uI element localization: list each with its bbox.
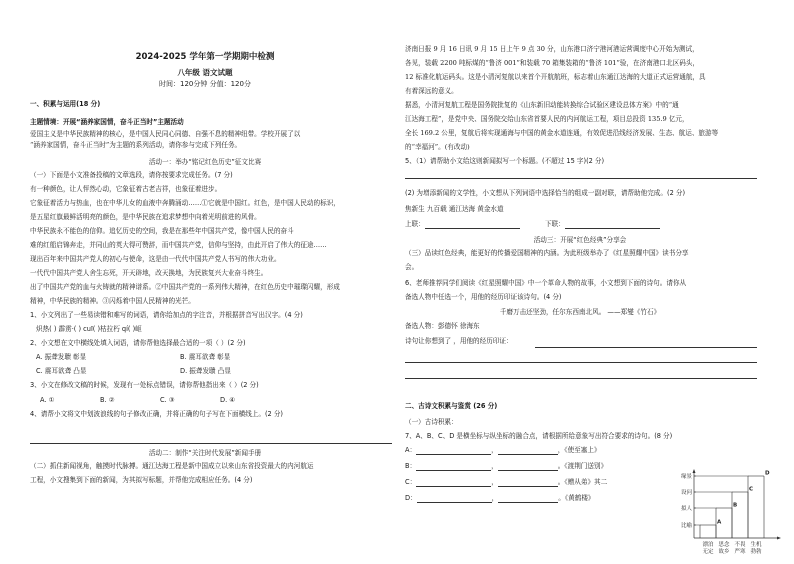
point-label-d: D <box>765 470 770 477</box>
answer-a-source: ，《使至塞上》 <box>557 446 601 454</box>
question-5-2: (2) 为增添新闻的文学性，小文想从下列词语中选择恰当的组成一副对联，请帮助他完成。(2 分) <box>405 189 686 197</box>
news-line: 济南日报 9 月 16 日讯 9 月 15 日上午 9 点 30 分，山东港口济宁港河港运营调度中心开始为测试， <box>405 45 699 53</box>
x-tick-label: 故乡 <box>718 549 730 555</box>
option-c: C. 震耳欲聋 凸显 <box>36 367 87 375</box>
news-line: 的“幸福河”。(有改动) <box>405 143 470 151</box>
x-tick-label: 漂泊 <box>702 542 714 548</box>
answer-line[interactable] <box>405 362 757 363</box>
x-tick-label: 生机 <box>750 542 762 548</box>
section-2-title: 二、古诗文积累与鉴赏 (26 分) <box>405 402 498 410</box>
exam-subtitle: 八年级 语文试题 <box>177 68 233 77</box>
answer-a: A： ， ，《使至塞上》 <box>405 446 601 454</box>
question-7: 7、A、B、C、D 是横坐标与纵坐标的融合点，请根据所给意象写出符合要求的诗句。(8 分) <box>405 432 673 440</box>
x-tick-label: 思念 <box>718 542 730 548</box>
answer-c-source: 。《赠从弟》其二 <box>557 478 608 486</box>
y-tick-label: 比喻 <box>680 523 692 529</box>
couplet-upper <box>405 220 520 229</box>
answer-d-source: 。《黄鹤楼》 <box>558 494 595 502</box>
candidate-people: 备选人物：彭德怀 徐海东 <box>405 322 480 330</box>
question-5-intro: 工程，小文搜集到下面的新闻，为其拟写标题，并帮他完成相应任务。(4 分) <box>30 476 253 484</box>
answer-line[interactable] <box>535 347 757 348</box>
activity-3-title: 活动三：开展“红色经典”分享会 <box>533 236 627 244</box>
answer-b: B： ， 。《渡荆门送别》 <box>405 462 608 470</box>
theme-text: 爱国主义是中华民族精神的核心，是中国人民同心同德、自强不息的精神纽带。学校开展了以 <box>30 130 301 138</box>
poem-quote: 千磨万击还坚劲，任尔东西南北风。 ——郑燮《竹石》 <box>499 308 661 316</box>
couplet-upper-blank[interactable] <box>425 221 520 229</box>
x-tick-label: 严寒 <box>734 549 746 555</box>
passage-line: 现出百年来中国共产党人的初心与使命，这是由一代代中国共产党人书写的伟大功业。 <box>30 255 281 263</box>
section-1-title: 一、积累与运用(18 分) <box>30 100 101 108</box>
guide-line <box>694 508 716 538</box>
y-axis-arrow <box>693 469 696 473</box>
point-label-a: A <box>717 519 722 526</box>
couplet-lower-label: 下联： <box>545 220 565 228</box>
option-c: C. ③ <box>160 396 175 404</box>
answer-a-blank-2[interactable] <box>498 447 558 455</box>
option-a: A. ① <box>40 396 55 404</box>
question-intro: （一）下面是小文准备投稿的文章选段，请你按要求完成任务。(7 分) <box>30 171 233 179</box>
news-line: 各见，装载 2200 吨标煤的“鲁济 001”和装载 70 箱集装箱的“鲁济 101”验，在济南港口北区码头， <box>405 59 699 67</box>
question-6: 6、老师推荐同学们阅读《红星照耀中国》中一个革命人物的故事，小文想到下面的诗句。请你从 <box>405 279 687 287</box>
question-1: 1、小文列出了一些易读错和难写的词语，请你给加点的字注音，并根据拼音写出汉字。(4 分) <box>30 311 303 319</box>
answer-a-blank-1[interactable] <box>416 447 491 455</box>
y-tick-label: 缘景 <box>680 474 692 480</box>
couplet-lower-blank[interactable] <box>565 221 660 229</box>
news-line: 全长 169.2 公里，复航后将实现通海与中国的黄金水道连通，有效促进沿线经济发展、生态、航运、旅游等 <box>405 129 719 137</box>
answer-b-blank-2[interactable] <box>498 463 558 471</box>
answer-d-label: D： <box>405 494 417 502</box>
passage-line: 是五星红旗最鲜活明亮的颜色，是中华民族在追求梦想中向着光明前进的风骨。 <box>30 213 261 221</box>
word-options: 焦新生 九百载 通江达海 黄金水道 <box>405 205 504 213</box>
question-6-intro: 会。 <box>405 263 419 271</box>
news-line: 有着深远的意义。 <box>405 87 458 95</box>
y-tick-label: 拟人 <box>680 506 692 512</box>
passage-line: 有一种颜色，让人怦然心动，它象征着古老吉祥，也象征着进步。 <box>30 185 222 193</box>
guide-line <box>694 525 700 538</box>
question-4: 4、请帮小文将文中划波浪线的句子修改正确，并将正确的句子写在下面横线上。(2 分) <box>30 410 284 418</box>
poem-prove-prompt: 诗句让你想到了 ，用他的经历印证： <box>405 337 513 345</box>
subsection-title: （一）古诗积累： <box>405 418 458 426</box>
activity-2-title: 活动二：制作“关注时代发展”新闻手册 <box>148 449 262 457</box>
question-6: 备选人物中任选一个，用他的经历印证该诗句。(4 分) <box>405 293 562 301</box>
couplet-upper-label: 上联： <box>405 220 425 228</box>
y-tick-label: 设问 <box>680 490 692 496</box>
option-d: D. 振聋发聩 凸显 <box>180 367 231 375</box>
question-1-items: 炽热( ) 霹雳·( ) cuī( )枯拉朽 qí( )岖 <box>36 325 142 333</box>
answer-c: C： ， 。《赠从弟》其二 <box>405 478 608 486</box>
answer-line[interactable] <box>405 178 757 179</box>
answer-c-label: C： <box>405 478 417 486</box>
answer-b-source: 。《渡荆门送别》 <box>557 462 608 470</box>
passage-line: 一代代中国共产党人舍生忘死，开天辟地，改天换地，为民族复兴大业奋斗终生。 <box>30 269 268 277</box>
answer-d: D： ， 。《黄鹤楼》 <box>405 494 595 502</box>
question-5-1: 5、（1）请帮助小文给这则新闻拟写一个标题。(不超过 15 字)(2 分) <box>405 157 605 165</box>
guide-line <box>694 476 748 538</box>
passage-line: 它象征着活力与热血，也在中华儿女的血液中奔腾涌动……①它就是中国红。红色，是中国人民动的标识， <box>30 199 340 207</box>
answer-line[interactable] <box>405 378 757 379</box>
exam-time: 时间：120分钟 分值：120分 <box>159 80 251 88</box>
answer-b-label: B： <box>405 462 417 470</box>
option-d: D. ④ <box>220 396 236 404</box>
answer-b-blank-1[interactable] <box>416 463 491 471</box>
question-2: 2、小文想在文中横线处填入词语，请你帮他选择最合适的一项（ ）(2 分) <box>30 339 246 347</box>
answer-c-blank-1[interactable] <box>416 479 491 487</box>
question-3: 3、小文在修改文稿的时候，发现有一处标点错误，请你帮他指出来（ ）(2 分) <box>30 381 259 389</box>
x-axis-arrow <box>777 537 781 540</box>
activity-1-title: 活动一：举办“铭记红色历史”征文比赛 <box>148 158 262 166</box>
x-tick-label: 无定 <box>702 549 714 555</box>
couplet-lower <box>545 220 660 229</box>
theme-line: 主题情境：开展“涵养家国情，奋斗正当时”主题活动 <box>30 118 184 126</box>
imagery-chart <box>672 468 782 560</box>
passage-line: 难的红船启锦奔走，并同山的英大得可赞辞，而中国共产党，信仰与坚持，由此开启了伟大的征途…… <box>30 241 327 249</box>
imagery-chart-svg <box>672 468 782 560</box>
x-tick-label: 不畏 <box>734 542 746 548</box>
news-line: 据悉，小清河复航工程是国务院批复的《山东新旧动能转换综合试验区建设总体方案》中的“通 <box>405 101 679 109</box>
option-b: B. ② <box>100 396 115 404</box>
answer-line[interactable] <box>30 443 392 444</box>
exam-title: 2024-2025 学年第一学期期中检测 <box>135 52 275 62</box>
option-b: B. 震耳欲聋 彰显 <box>180 353 231 361</box>
answer-c-blank-2[interactable] <box>498 479 558 487</box>
news-line: 江达海工程”，是党中央、国务院交给山东省首要人民的内河航运工程，项目总投资 135.9 亿元， <box>405 115 689 123</box>
answer-d-blank-1[interactable] <box>417 495 492 503</box>
question-6-intro: （三）品读红色经典，能更好的传播爱国精神的内涵。为此班级举办了《红星照耀中国》读书分享 <box>405 249 689 257</box>
question-5-intro: （二）抓住新闻视角，触摸时代脉搏。通江达海工程是新中国成立以来山东省投资最大的内河航运 <box>30 462 314 470</box>
point-label-c: C <box>749 486 754 493</box>
answer-a-label: A： <box>405 446 417 454</box>
x-tick-label: 勃勃 <box>750 549 762 555</box>
passage-line: 出了中国共产党的血与火铸就的精神谱系。②中国共产党的一系列伟大精神，在红色历史中璀璨闪耀，形成 <box>30 283 340 291</box>
left-column <box>30 0 402 560</box>
point-label-b: B <box>733 502 738 509</box>
theme-text: “涵养家国情，奋斗正当时”为主题的系列活动，请你参与完成下列任务。 <box>30 141 242 149</box>
news-line: 12 标准化航运码头。这是小清河复航以来首个开航航班，标志着山东通江达海的大道正式运营通航，具 <box>405 73 706 81</box>
passage-line: 中华民族永不能色的信仰。追忆历史的空间，我是在那些年中国共产党，像中国人民的奋斗 <box>30 227 294 235</box>
option-a: A. 振聋发聩 彰显 <box>36 353 87 361</box>
passage-line: 精神，中华民族的精神。③闪烁着中国人民精神的光芒。 <box>30 297 195 305</box>
answer-d-blank-2[interactable] <box>498 495 558 503</box>
